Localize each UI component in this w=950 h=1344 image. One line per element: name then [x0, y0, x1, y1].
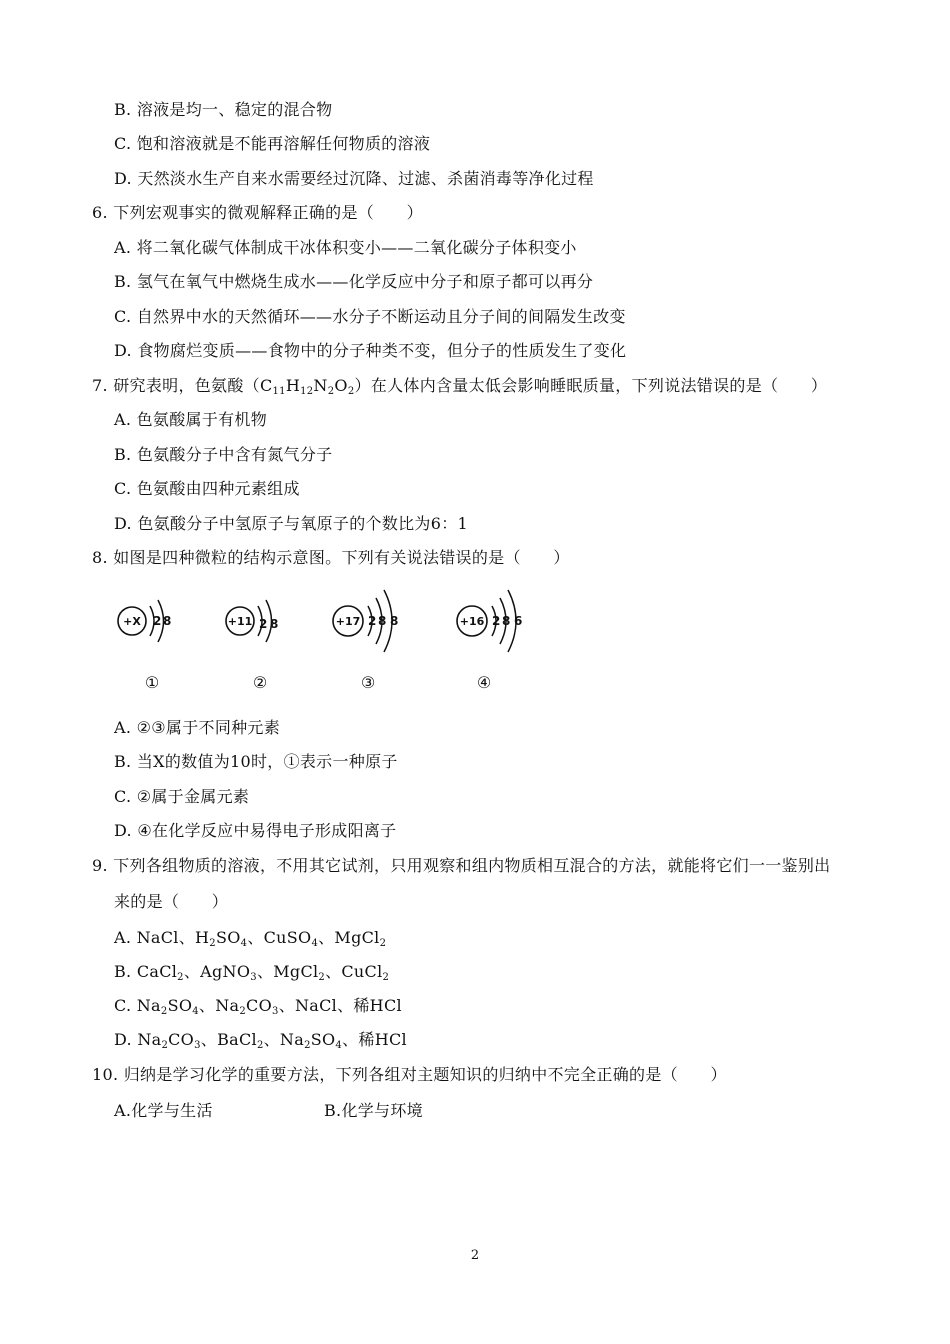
q9-option-c: C. $Na_2SO_4$、$Na_2CO_3$、NaCl、稀HCl	[114, 996, 402, 1017]
question-9-continued: 来的是（ ）	[114, 892, 229, 911]
particle-1	[118, 600, 171, 692]
q9-option-a: A. NaCl、$H_2SO_4$、CuSO$_4$、MgCl$_2$	[114, 928, 387, 949]
q5-option-d: D. 天然淡水生产自来水需要经过沉降、过滤、杀菌消毒等净化过程	[114, 169, 594, 188]
question-6: 6. 下列宏观事实的微观解释正确的是（ ）	[92, 203, 423, 222]
q6-option-c: C. 自然界中水的天然循环——水分子不断运动且分子间的间隔发生改变	[114, 307, 626, 326]
q7-option-a: A. 色氨酸属于有机物	[114, 410, 268, 429]
question-10: 10. 归纳是学习化学的重要方法，下列各组对主题知识的归纳中不完全正确的是（ ）	[92, 1065, 727, 1084]
particle-3-label: ③	[360, 673, 376, 692]
particle-3-nucleus: +17	[335, 615, 361, 628]
particle-3-shell-1: 2	[368, 614, 377, 628]
question-7: 7. 研究表明，色氨酸$(C_{11}H_{12}N_2O_2)$在人体内含量太低会影响睡眠质量，下列说法错误的是（ ）	[92, 376, 828, 397]
particle-3-shell-2: 8	[378, 614, 387, 628]
q10-option-a: A.化学与生活	[114, 1101, 213, 1120]
particle-1-label: ①	[144, 673, 160, 692]
particle-4-shell-2: 8	[502, 614, 511, 628]
q7-option-c: C. 色氨酸由四种元素组成	[114, 479, 300, 498]
q8-option-a: A. ②③属于不同种元素	[114, 718, 281, 737]
particle-4	[457, 590, 522, 692]
particle-4-shell-1: 2	[492, 614, 501, 628]
q8-option-b: B. 当X的数值为10时，①表示一种原子	[114, 752, 398, 771]
particle-2-shell-2: 8	[270, 617, 279, 631]
particle-4-nucleus: +16	[459, 615, 485, 628]
question-8: 8. 如图是四种微粒的结构示意图。下列有关说法错误的是（ ）	[92, 548, 570, 567]
q8-option-c: C. ②属于金属元素	[114, 787, 250, 806]
particle-2-nucleus: +11	[227, 615, 253, 628]
particle-1-shell-2: 8	[163, 614, 172, 628]
q7-option-b: B. 色氨酸分子中含有氮气分子	[114, 445, 333, 464]
q6-option-a: A. 将二氧化碳气体制成干冰体积变小——二氧化碳分子体积变小	[114, 238, 577, 257]
particle-1-shell-1: 2	[153, 614, 162, 628]
particle-3-shell-3: 8	[390, 614, 399, 628]
page-number: 2	[470, 1248, 480, 1263]
particle-4-shell-3: 6	[514, 614, 523, 628]
particle-structure-diagram	[100, 580, 560, 700]
q5-option-c: C. 饱和溶液就是不能再溶解任何物质的溶液	[114, 134, 431, 153]
particle-4-label: ④	[476, 673, 492, 692]
particle-2	[226, 600, 278, 692]
q10-option-b: B.化学与环境	[324, 1101, 423, 1120]
q7-option-d: D. 色氨酸分子中氢原子与氧原子的个数比为6：1	[114, 514, 468, 533]
q6-option-b: B. 氢气在氧气中燃烧生成水——化学反应中分子和原子都可以再分	[114, 272, 594, 291]
q9-option-d: D. $Na_2CO_3$、BaCl$_2$、$Na_2SO_4$、稀HCl	[114, 1030, 407, 1051]
particle-1-nucleus: +X	[123, 615, 141, 628]
q9-option-b: B. CaCl$_2$、AgNO$_3$、MgCl$_2$、CuCl$_2$	[114, 962, 390, 983]
particle-2-label: ②	[252, 673, 268, 692]
q8-option-d: D. ④在化学反应中易得电子形成阳离子	[114, 821, 397, 840]
q5-option-b: B. 溶液是均一、稳定的混合物	[114, 100, 333, 119]
particle-2-shell-1: 2	[259, 617, 268, 631]
question-9: 9. 下列各组物质的溶液，不用其它试剂，只用观察和组内物质相互混合的方法，就能将它们一一鉴别出	[92, 856, 831, 875]
q6-option-d: D. 食物腐烂变质——食物中的分子种类不变，但分子的性质发生了变化	[114, 341, 627, 360]
particle-3	[333, 590, 398, 692]
